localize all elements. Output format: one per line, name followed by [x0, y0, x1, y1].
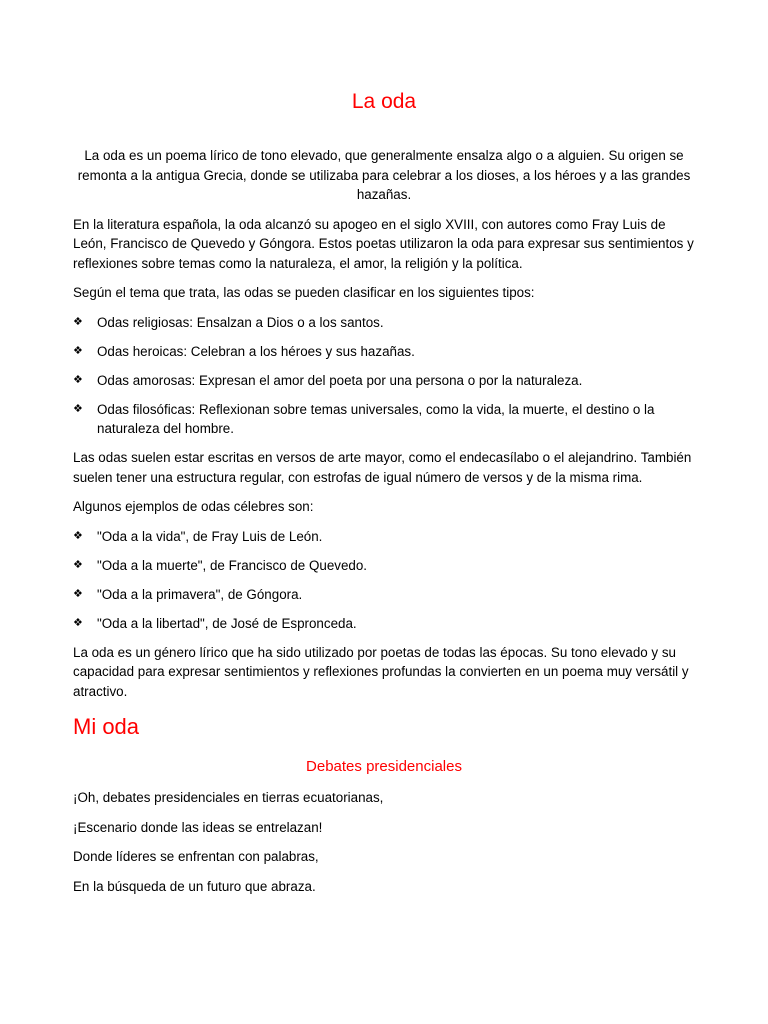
diamond-bullet-icon: ❖ [73, 616, 83, 629]
diamond-bullet-icon: ❖ [73, 315, 83, 328]
list-item [73, 556, 695, 576]
list-item [73, 371, 695, 391]
list-item-text: Odas filosóficas: Reflexionan sobre temas universales, como la vida, la muerte, el destino o la naturaleza del hombre. [97, 401, 655, 436]
list-item-text: Odas amorosas: Expresan el amor del poeta por una persona o por la naturaleza. [97, 372, 583, 388]
list-item [73, 313, 695, 333]
paragraph-examples-intro: Algunos ejemplos de odas célebres son: [73, 499, 314, 514]
intro-paragraph: La oda es un poema lírico de tono elevado, que generalmente ensalza algo o a alguien. Su origen se remonta a la antigua Grecia, donde se utilizaba para celebrar a los dioses, a los héroes y a las grandes hazañas. [77, 148, 691, 202]
list-item [73, 527, 695, 547]
diamond-bullet-icon: ❖ [73, 402, 83, 415]
diamond-bullet-icon: ❖ [73, 587, 83, 600]
document-content [73, 88, 695, 906]
list-item [73, 400, 695, 439]
diamond-bullet-icon: ❖ [73, 344, 83, 357]
section-title: Mi oda [73, 714, 140, 739]
poem-verse: En la búsqueda de un futuro que abraza. [73, 878, 316, 894]
list-item-text: "Oda a la vida", de Fray Luis de León. [97, 528, 323, 544]
poem-title: Debates presidenciales [306, 758, 462, 775]
list-item [73, 614, 695, 634]
list-item-text: "Oda a la muerte", de Francisco de Quevedo. [97, 557, 368, 573]
paragraph-types-intro: Según el tema que trata, las odas se pueden clasificar en los siguientes tipos: [73, 285, 535, 300]
list-item-text: Odas heroicas: Celebran a los héroes y sus hazañas. [97, 343, 415, 359]
types-list [73, 313, 695, 439]
list-item [73, 585, 695, 605]
paragraph-conclusion: La oda es un género lírico que ha sido utilizado por poetas de todas las épocas. Su tono elevado y su capacidad para expresar sentimientos y reflexiones profundas la convierten en un poema muy versátil y atractivo. [73, 644, 689, 699]
examples-list [73, 527, 695, 634]
poem-verse: ¡Oh, debates presidenciales en tierras ecuatorianas, [73, 790, 384, 805]
page-title: La oda [351, 90, 417, 113]
list-item-text: "Oda a la primavera", de Góngora. [97, 586, 303, 602]
paragraph-history: En la literatura española, la oda alcanzó su apogeo en el siglo XVIII, con autores como Fray Luis de León, Francisco de Quevedo y Góngora. Estos poetas utilizaron la oda para expresar sus sentimientos y reflexiones sobre temas como la naturaleza, el amor, la religión y la política. [73, 216, 694, 271]
list-item [73, 342, 695, 362]
list-item-text: Odas religiosas: Ensalzan a Dios o a los santos. [97, 314, 384, 330]
list-item-text: "Oda a la libertad", de José de Espronceda. [97, 615, 357, 631]
poem-verse: Donde líderes se enfrentan con palabras, [73, 849, 319, 864]
paragraph-verse-structure: Las odas suelen estar escritas en versos de arte mayor, como el endecasílabo o el alejandrino. También suelen tener una estructura regular, con estrofas de igual número de versos y de la misma rima. [73, 450, 692, 485]
poem-verse: ¡Escenario donde las ideas se entrelazan! [73, 819, 323, 835]
diamond-bullet-icon: ❖ [73, 529, 83, 542]
diamond-bullet-icon: ❖ [73, 373, 83, 386]
diamond-bullet-icon: ❖ [73, 558, 83, 571]
